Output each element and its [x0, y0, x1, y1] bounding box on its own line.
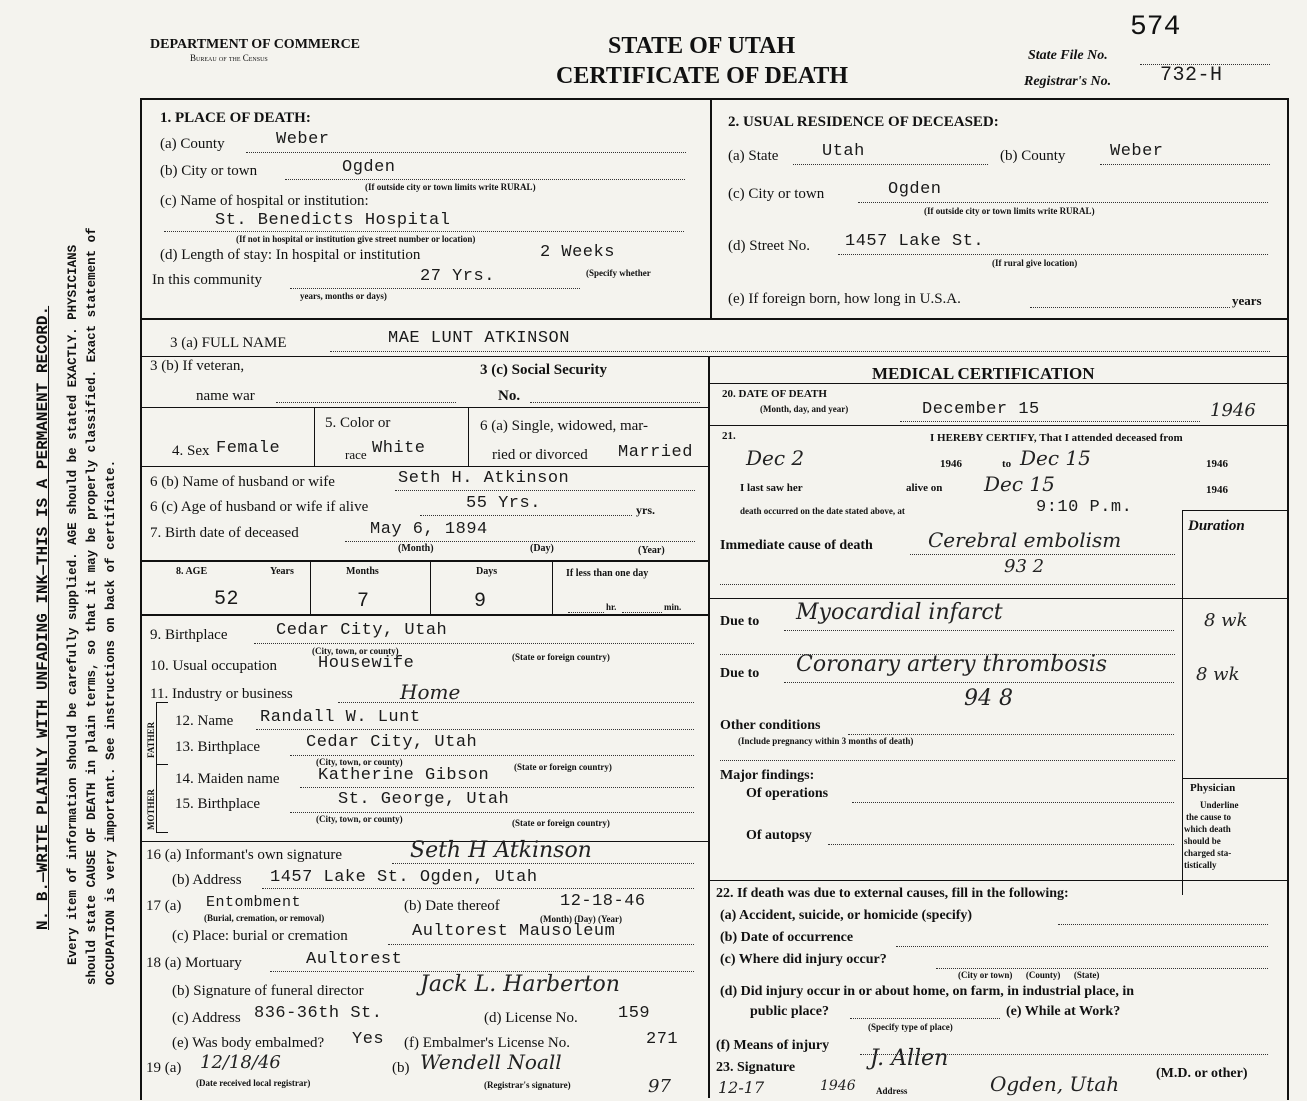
place-heading: 1. PLACE OF DEATH: — [160, 110, 311, 126]
operations-label: Of operations — [746, 786, 829, 801]
sex-label: 4. Sex — [172, 443, 210, 459]
birthplace-value: Cedar City, Utah — [276, 621, 448, 640]
father-name-label: 12. Name — [175, 713, 234, 729]
husband-yrs: yrs. — [636, 503, 655, 517]
license-label: (d) License No. — [484, 1010, 578, 1026]
immediate-cause: Cerebral embolism — [928, 528, 1122, 552]
foreign-label: (e) If foreign born, how long in U.S.A. — [728, 291, 961, 307]
address-label: Address — [876, 1086, 908, 1096]
received-label: 19 (a) — [146, 1060, 182, 1076]
registrar-number: 732-H — [1160, 64, 1223, 87]
md-label: (M.D. or other) — [1156, 1066, 1248, 1081]
license-value: 159 — [618, 1004, 651, 1023]
medical-heading: MEDICAL CERTIFICATION — [872, 364, 1095, 383]
month-note: (Month) — [398, 543, 434, 554]
burial-note: (Burial, cremation, or removal) — [204, 913, 325, 923]
phys-note-5: should be — [1184, 836, 1221, 846]
street-note: (If rural give location) — [992, 258, 1078, 268]
birthplace-label: 9. Birthplace — [150, 627, 228, 643]
foreign-years: years — [1232, 293, 1262, 308]
father-side-label: FATHER — [146, 721, 156, 758]
res-city-note: (If outside city or town limits write RURAL) — [924, 206, 1095, 216]
community-value: 27 Yrs. — [420, 267, 495, 286]
ymd-note: years, months or days) — [300, 291, 387, 301]
immediate-label: Immediate cause of death — [720, 538, 873, 553]
registrar-sig-note: (Registrar's signature) — [484, 1080, 571, 1090]
margin-note-1: N. B.—WRITE PLAINLY WITH UNFADING INK—THIS IS A PERMANENT RECORD. — [34, 305, 52, 930]
registrar-signature: Wendell Noall — [420, 1050, 562, 1074]
res-city-label: (c) City or town — [728, 186, 825, 202]
margin-note-2: Every item of information should be carefully supplied. AGE should be stated EXACTLY. PHYSICIANS — [66, 244, 80, 965]
signature-year: 1946 — [820, 1078, 856, 1094]
mbp-note-2: (State or foreign country) — [512, 818, 610, 828]
registrar-sig-label: (b) — [392, 1060, 410, 1076]
state-title: STATE OF UTAH — [608, 33, 796, 59]
last-saw-date: Dec 15 — [984, 472, 1055, 496]
ss-label: 3 (c) Social Security — [480, 362, 608, 378]
occupation-value: Housewife — [318, 654, 415, 673]
margin-note-3: should state CAUSE OF DEATH in plain terms, so that it may be properly classified. Exact statement of — [85, 227, 99, 985]
veteran-label: 3 (b) If veteran, — [150, 358, 245, 374]
marital-value: Married — [618, 443, 693, 462]
less-day-label: If less than one day — [566, 568, 649, 579]
husband-age-label: 6 (c) Age of husband or wife if alive — [150, 499, 369, 515]
stay-label: (d) Length of stay: In hospital or institution — [160, 247, 421, 263]
burial-value: Entombment — [206, 894, 302, 911]
funeral-director-label: (b) Signature of funeral director — [172, 983, 364, 999]
mother-name-label: 14. Maiden name — [175, 771, 280, 787]
age-months-value: 7 — [357, 590, 370, 613]
ext-c: (c) Where did injury occur? — [720, 952, 887, 967]
y1: 1946 — [940, 458, 962, 470]
res-state-value: Utah — [822, 142, 865, 161]
res-state-label: (a) State — [728, 148, 779, 164]
county-value: Weber — [276, 130, 330, 149]
y2: 1946 — [1206, 458, 1228, 470]
occurred-label: death occurred on the date stated above, at — [740, 506, 905, 516]
bureau-label: Bureau of the Census — [190, 53, 268, 63]
informant-address: 1457 Lake St. Ogden, Utah — [270, 868, 538, 887]
mother-name-value: Katherine Gibson — [318, 766, 490, 785]
res-city-value: Ogden — [888, 180, 942, 199]
res-county-value: Weber — [1110, 142, 1164, 161]
death-time: 9:10 P.m. — [1036, 498, 1133, 517]
phys-note-4: which death — [1184, 824, 1231, 834]
husband-label: 6 (b) Name of husband or wife — [150, 474, 335, 490]
physician-address: Ogden, Utah — [990, 1072, 1120, 1096]
full-name-label: 3 (a) FULL NAME — [170, 335, 287, 351]
mother-bp-value: St. George, Utah — [338, 790, 510, 809]
race-label: race — [345, 447, 367, 462]
birth-label: 7. Birth date of deceased — [150, 525, 299, 541]
stamp-number: 574 — [1130, 12, 1181, 43]
signature-label: 23. Signature — [716, 1060, 796, 1075]
phys-note-2: Underline — [1200, 800, 1239, 810]
attended-to: Dec 15 — [1020, 446, 1091, 470]
community-label: In this community — [152, 272, 262, 288]
embalmed-value: Yes — [352, 1030, 385, 1049]
duration-label: Duration — [1188, 518, 1245, 534]
marital-label: 6 (a) Single, widowed, mar- — [480, 418, 648, 434]
industry-label: 11. Industry or business — [150, 686, 293, 702]
due1-label: Due to — [720, 614, 760, 629]
age-years-value: 52 — [214, 588, 240, 611]
autopsy-label: Of autopsy — [746, 828, 812, 843]
cause-code-1: 93 2 — [1004, 556, 1045, 577]
y3: 1946 — [1206, 484, 1228, 496]
city-county-state: (City or town) (County) (State) — [958, 970, 1100, 980]
ext-e: (e) While at Work? — [1006, 1004, 1121, 1019]
phys-note-6: charged sta- — [1184, 848, 1232, 858]
registrar-label: Registrar's No. — [1024, 74, 1112, 89]
street-label: (d) Street No. — [728, 238, 811, 254]
marital-label-2: ried or divorced — [492, 447, 588, 463]
name-war-label: name war — [196, 388, 255, 404]
phys-note-1: Physician — [1190, 782, 1236, 794]
min-label: min. — [664, 602, 682, 612]
mortuary-label: 18 (a) Mortuary — [146, 955, 242, 971]
husband-value: Seth H. Atkinson — [398, 469, 570, 488]
dod-label: 20. DATE OF DEATH — [722, 388, 827, 400]
to-label: to — [1002, 458, 1012, 470]
item-21: 21. — [722, 430, 736, 442]
ext-f: (f) Means of injury — [716, 1038, 830, 1053]
bp-note-2: (State or foreign country) — [512, 652, 610, 662]
department-label: DEPARTMENT OF COMMERCE — [150, 37, 361, 52]
husband-age-value: 55 Yrs. — [466, 494, 541, 513]
occupation-label: 10. Usual occupation — [150, 658, 278, 674]
father-bp-label: 13. Birthplace — [175, 739, 260, 755]
city-note: (If outside city or town limits write RURAL) — [365, 182, 536, 192]
hospital-value: St. Benedicts Hospital — [215, 211, 451, 230]
city-value: Ogden — [342, 158, 396, 177]
sex-value: Female — [216, 439, 281, 458]
birth-value: May 6, 1894 — [370, 520, 488, 539]
received-note: (Date received local registrar) — [196, 1078, 311, 1088]
received-date: 12/18/46 — [200, 1052, 281, 1073]
phys-note-7: tistically — [1184, 860, 1217, 870]
certificate-title: CERTIFICATE OF DEATH — [556, 63, 849, 89]
race-value: White — [372, 439, 426, 458]
margin-note-4: OCCUPATION is very important. See instructions on back of certificate. — [104, 459, 118, 985]
burial-place-label: (c) Place: burial or cremation — [172, 928, 348, 944]
other-note: (Include pregnancy within 3 months of death) — [738, 736, 914, 746]
physician-signature: J. Allen — [870, 1046, 949, 1071]
full-name-value: MAE LUNT ATKINSON — [388, 329, 570, 348]
embalmer-license-value: 271 — [646, 1030, 679, 1049]
last-saw-label: I last saw her — [740, 482, 803, 494]
res-county-label: (b) County — [1000, 148, 1066, 164]
embalmer-license-label: (f) Embalmer's License No. — [404, 1035, 570, 1051]
age-days-label: Days — [476, 566, 498, 577]
mother-bp-label: 15. Birthplace — [175, 796, 260, 812]
attended-from: Dec 2 — [746, 446, 805, 470]
mdy-note: (Month) (Day) (Year) — [540, 914, 622, 924]
due2-label: Due to — [720, 666, 760, 681]
stay-value: 2 Weeks — [540, 243, 615, 262]
ss-no-label: No. — [498, 388, 521, 404]
informant-address-label: (b) Address — [172, 872, 242, 888]
industry-value: Home — [400, 680, 461, 704]
informant-signature: Seth H Atkinson — [410, 838, 592, 863]
hospital-note: (If not in hospital or institution give street number or location) — [236, 234, 476, 244]
director-address: 836-36th St. — [254, 1004, 383, 1023]
hospital-label: (c) Name of hospital or institution: — [160, 193, 369, 209]
alive-on-label: alive on — [906, 482, 943, 494]
dod-note: (Month, day, and year) — [760, 404, 849, 414]
mortuary-value: Aultorest — [306, 950, 403, 969]
state-file-label: State File No. — [1028, 48, 1108, 63]
city-label: (b) City or town — [160, 163, 258, 179]
father-name-value: Randall W. Lunt — [260, 708, 421, 727]
other-label: Other conditions — [720, 718, 821, 733]
mother-side-label: MOTHER — [146, 788, 156, 830]
cause-code-2: 94 8 — [964, 686, 1013, 711]
due2-duration: 8 wk — [1196, 664, 1240, 685]
residence-heading: 2. USUAL RESIDENCE OF DECEASED: — [728, 114, 999, 130]
major-label: Major findings: — [720, 768, 815, 783]
director-address-label: (c) Address — [172, 1010, 241, 1026]
external-heading: 22. If death was due to external causes, fill in the following: — [716, 886, 1069, 901]
fbp-note-1: (City, town, or county) — [316, 757, 403, 767]
due2-value: Coronary artery thrombosis — [796, 652, 1108, 677]
dod-year: 1946 — [1210, 400, 1256, 421]
color-label: 5. Color or — [325, 415, 391, 431]
ext-b: (b) Date of occurrence — [720, 930, 854, 945]
embalmed-label: (e) Was body embalmed? — [172, 1035, 325, 1051]
bp-note-1: (City, town, or county) — [312, 646, 399, 656]
age-days-value: 9 — [474, 590, 487, 613]
signature-date: 12-17 — [718, 1078, 765, 1097]
due1-duration: 8 wk — [1204, 610, 1248, 631]
burial-date-value: 12-18-46 — [560, 892, 646, 911]
age-months-label: Months — [346, 566, 379, 577]
age-years-label: Years — [270, 566, 294, 577]
ext-a: (a) Accident, suicide, or homicide (specify) — [720, 908, 973, 923]
due1-value: Myocardial infarct — [796, 600, 1003, 625]
county-label: (a) County — [160, 136, 225, 152]
day-note: (Day) — [530, 543, 554, 554]
specify-note: (Specify whether — [586, 268, 651, 278]
burial-label: 17 (a) — [146, 898, 182, 914]
mbp-note-1: (City, town, or county) — [316, 814, 403, 824]
ext-specify: (Specify type of place) — [868, 1022, 953, 1032]
year-note: (Year) — [638, 545, 665, 556]
street-value: 1457 Lake St. — [845, 232, 985, 251]
age-label: 8. AGE — [176, 566, 208, 577]
fbp-note-2: (State or foreign country) — [514, 762, 612, 772]
burial-place-value: Aultorest Mausoleum — [412, 922, 616, 941]
ext-d2: public place? — [750, 1004, 829, 1019]
certify-text: I HEREBY CERTIFY, That I attended deceased from — [930, 432, 1183, 444]
funeral-director-signature: Jack L. Harberton — [420, 972, 620, 997]
informant-label: 16 (a) Informant's own signature — [146, 847, 342, 863]
burial-date-label: (b) Date thereof — [404, 898, 500, 914]
ext-d: (d) Did injury occur in or about home, on farm, in industrial place, in — [720, 984, 1135, 999]
dod-value: December 15 — [922, 400, 1040, 419]
registrar-sig-number: 97 — [648, 1076, 671, 1097]
hr-label: hr. — [606, 602, 617, 612]
father-bp-value: Cedar City, Utah — [306, 733, 478, 752]
phys-note-3: the cause to — [1186, 812, 1231, 822]
